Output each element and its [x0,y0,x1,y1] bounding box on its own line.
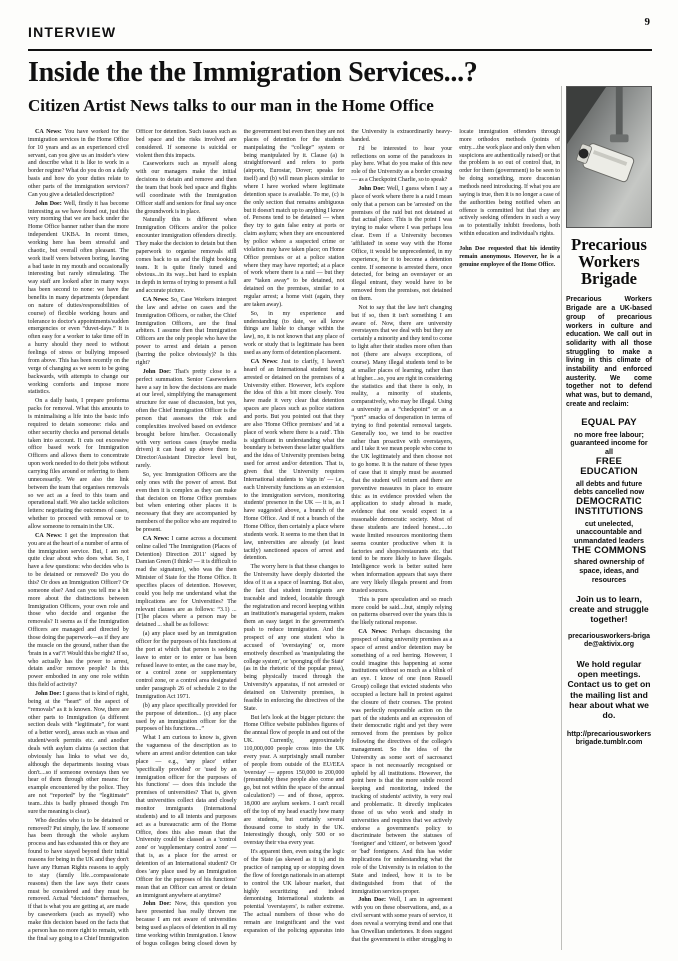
column-divider [561,86,562,950]
speaker-label: John Doe: [142,901,175,908]
article-paragraph: John Doe: Now, this question you have presented has really thrown me because I am not aware of universities being used as places of detention in all my time working within Immigration. I know of bogus colleges being closed down by the government but even then they are not places of detention for the students manipulating the “college” system or being manipulated by it. Clause (a) is straightforward and refers to ports (airports, Eurostar, Dover; speaks for itself) and (b) will mean places similar to where I have worked where legitimate detention space is available. To me, (c) is the only section that remains ambiguous but it doesn't match up to anything I know of. Persons tend to be detained — when they try to gain false entry at ports or claim asylum; when they are encountered by police where a suspected crime or violation may have taken place; on Home Office premises or at a police station where they may have reported; at a place of work where there is a raid — but they are “taken away” to be detained, not detained on the premises, similar to a regular arrest; a home visit (again, they are taken away). [135,129,345,947]
cctv-camera-photo [566,86,652,228]
article-paragraph: Not to say that the law isn't changing but if so, then it isn't something I am aware of. Now, there are university overstayers that we deal with but they are certainly a minority and they tend to come to light after their studies more often than not (there are always exceptions, of course). Many illegal students tend to be at smaller places of learning, rather than at higher....so, you are right in considering the statistics and that there is only, in reality, a minority of students, comparatively, who may be illegal. Using a university as a “checkpoint” or as a “port” smacks of desperation in terms of trying to find potential removal targets. Generally too, we tend to be reactive rather than proactive with overstayers, and I take it we mean people who come to the UK legitimately and then choose not to go home. It is the nature of these types of case that it simply must be assumed that the student will return and there are preventive measures in place to ensure this: as in evidence provided when the application to study abroad is made, evidence that one would expect in a reasonable democratic society. Most of these students are indeed honest......to waste limited resources monitoring them seems counter productive when it is factories and shops/restaurants etc. that tend to be more likely to have illegals. Intelligence work is better suited here when information appears that says there are very likely illegals present and from trusted sources. [351,304,453,594]
page-number: 9 [644,16,650,28]
article-footnote: John Doe requested that his identity remain anonymous. However, he is a genuine employee of the Home Office. [459,246,560,268]
sidebar-demands [566,418,652,584]
demand-text: cut unelected, unaccountable and unmandated leaders [574,518,644,546]
page-header [28,16,652,51]
speaker-label: John Doe: [142,368,175,375]
headline: Inside the the Immigration Services...? [28,57,478,88]
article-paragraph: This is pure speculation and so much more could be said....but, simply relying on patterns observed over the years this is the likely rational response. [351,596,453,627]
article-paragraph: John Doe: Well, firstly it has become interesting as we have found out, just this very morning that we are back under the Home Office banner rather than the more independent UKBA. In recent times, working here has been stressful and chaotic, but overall often pleasant. The work itself veers between boring, leaving a bad taste in my mouth and occasionally interesting but rarely stimulating. The way staff are looked after in many ways has been second to none: we have the benefits in many departments (dependant on nature of duties/responsibilities of course) of flexible working hours and tolerance to doctor's appointments/sudden emergencies or even “duvet-days.” It is often easy for a worker to take time off in a hurry should they need to without feelings of stress or bullying imposed from above. This has been recently on the verge of changing as we seem to be going backwards, with attempts to change our working comforts and impose more statistics. [28,200,129,396]
speaker-label: John Doe: [35,200,64,207]
article-paragraph: So, in my experience and understanding (to date, we all know things are liable to change within the law), no, it is not known that any place of work or study that is legitimate has been used as any form of detention placement. [243,310,345,357]
article-paragraph: CA News: I came across a document online called 'The Immigration (Places of Detention) Direction 2011' signed by Damian Green (I think? — it is difficult to read the signature), who was the then Minister of State for the Home Office. It specifies places of detention. However, could you help me understand what the implications are for Universities? The relevant clauses are as follows: “3.1) ... [T]he places where a person may be detained ... shall be as follows: [135,535,237,629]
article-paragraph: CA News: I get the impression that you are at the heart of a number of arms of the immigration service. But, I am not quite clear about who does what. So, I have a few questions: who decides who is to be detained or removed? Do you do this? Or does an Immigration Officer? Or someone else? And can you tell me a bit more about the distinctions between Immigration Officers, your own role and those who decide and organise the removals? It seems as if the Immigration Officers are managed and directed by those doing the paperwork—as if they are the muscle on the ground, rather than the 'brain in a vat'?! Would this be right? If so, who actually has the power to arrest, detain and/or remove people? Is this power embodied in any one role within this field of activity? [28,532,129,689]
demand-heading: FREE EDUCATION [580,456,638,478]
article-paragraph: (b) any place specifically provided for the purpose of detention... (c) any place used by an immigration officer for the purposes of his functions....” [135,702,237,733]
article-paragraph: It's apparent then, even using the logic of the State (as skewed as it is) and its practice of ramping up or stopping down the flow of foreign nationals in an attempt to control the UK labour market, that highly securitizing and indeed demonising International students as potential 'overstayers', is rather extreme. The actual numbers of those who do remain are insignificant and the vast expansion of the policing apparatus into the University is extraordinarily heavy-handed. [243,129,453,934]
article-paragraph: Caseworkers such as myself along with our managers make the initial decisions to detain and remove and then the team that book bed space and flights will coordinate with the Immigration Officer staff and seniors for final say once the groundwork is in place. [135,161,237,215]
sidebar-demand [566,546,652,585]
speaker-label: CA News: [142,297,171,304]
sidebar-advert [566,86,652,747]
article-paragraph: John Doe: Well, I am in agreement with you on these observations, and, as a civil servant with some years of service, it does reveal a worrying trend and one that has Orwellian undertones. It does suggest that the government is either struggling to locate immigration offenders through more orthodox methods (points of entry....the work place and only then when suspicions are authentically raised) or that the problem is so out of control that, in order for them (government) to be seen to be doing something, more draconian methods need introducing. If what you are saying is true, then it is no longer a case of the authorities being notified when an offence is committed but that they are actively seeking offenders in such a way as to potentially inhibit freedoms, both within education and individual's rights. [351,129,560,943]
article-paragraph: So, yes: Immigration Officers are the only ones with the power of arrest. But even then it is complex as they can make that decision on Home Office premises but when entering other places it is necessary that they are accompanied by members of the police who are required to be present. [135,471,237,533]
demand-heading: DEMOCRATIC INSTITUTIONS [574,496,644,518]
demand-heading: EQUAL PAY [581,417,637,429]
article-paragraph: But let's look at the bigger picture: the Home Office website publishes figures of the annual flow of people in and out of the UK. Currently, approximately 110,000,000 people cross into the UK every year. A surprisingly small number of people from outside of the EU/EEA 'overstay' — approx 150,000 to 200,000 (presumably these people also come and go, but not within the space of the annual calculation?) — and of those, approx. 18,000 are asylum seekers. I can't recall off the top of my head exactly how many are students, but certainly several thousand come to study in the UK. Interestingly though, only 500 or so overstay their visa every year. [243,714,345,847]
article-paragraph: (a) any place used by an immigration officer for the purposes of his functions at the port at which that person is seeking leave to enter or to enter or has been refused leave to enter, as the case may be, or a control zone or supplementary control zone, or a control area designated under paragraph 26 of schedule 2 to the Immigration Act 1971. [135,631,237,701]
article-paragraph: What I am curious to know is, given the vagueness of the description as to where an arrest and/or detention can take place — e.g., 'any place' either 'specifically provided' or 'used by an immigration officer for the purposes of his functions' — does this include the premises of universities? That is, given that universities collect data and closely monitor immigrants (International students) and to all intents and purposes act as a bureaucratic arm of the Home Office, does this also mean that the University could be classed as a 'control zone' or 'supplementary control zone' — that is, as a place for the arrest or detention of an International student? Or does 'any place used by an Immigration Officer for the purposes of his functions' mean that an Officer can arrest or detain an immigrant anywhere at anytime? [135,735,237,899]
sidebar-url: http://precariousworkersbrigade.tumblr.com [566,728,652,747]
sidebar-email: precariousworkers-brigade@aktivix.org [567,632,651,649]
article-paragraph: Who decides who is to be detained or removed? Put simply, the law. If someone has been through the whole asylum process and has exhausted this or they are found to have stayed beyond their initial reasons for being in the UK and they don't have any Human Rights reasons to apply to stay (family life...compassionate reasons) then the law says their cases must be considered and they must be removed. Actual “decisions” themselves, if that is what you are getting at, are made by caseworkers (such as myself) who make this decision based on the facts that a person has no more right to remain, with the final say going to a Chief Immigration Officer for detention. Such issues such as bed space and the risks involved are considered. If someone is suicidal or violent then this impacts. [28,129,237,942]
speaker-label: CA News: [142,535,172,542]
speaker-label: John Doe: [358,186,387,193]
sidebar-demand [566,418,652,457]
speaker-label: CA News: [250,358,282,365]
article-paragraph: The worry here is that these changes to the University have deeply distorted the idea of it as a space of learning. But also, the fact that student immigrants are traceable and indeed, locatable through the registration and record keeping within an institution's managerial system, makes them an easy target in the government's push to reduce immigration. And the prospect of any one student who is accused of 'overstaying' or, more emotively described as 'manipulating the college system', or 'sponging off the State' (as in the rhetoric of the popular press), being physically traced through the University's apparatus, if not arrested or detained on University premises, is feasible in enforcing the directives of the State. [243,564,345,712]
article-paragraph: CA News: You have worked for the immigration services in the Home Office for 10 years and as an experienced civil servant, can you give us an insider's view and describe what it is like to work in a border regime? What do you do on a daily basis and how do your duties relate to other parts of the immigration services? Can you give a detailed description? [28,129,129,198]
article-paragraph: Naturally this is different when Immigration Officers and/or the police encounter immigration offenders directly. They make the decision to detain but then paperwork to organise removals still comes back to us and the flight booking team. It is quite finely tuned and obvious...in its way...but hard to explain in depth in terms of trying to present a full and accurate picture. [135,217,237,295]
article-columns [28,129,560,949]
sidebar-demand [566,497,652,546]
speaker-label: CA News: [358,629,392,636]
demand-text: all debts and future debts cancelled now [573,478,645,497]
sidebar-join-line: Join us to learn, create and struggle together! [569,593,649,624]
speaker-label: John Doe: [35,691,63,698]
article-paragraph: CA News: So, Case Workers interpret the law and advise on cases and the Immigration Officers, or rather, the Chief Immigration Officers, are the final arbiters. I assume then that Immigration Officers are the only people who have the power to arrest and detain a person (barring the police obviously)? Is this right? [135,297,237,366]
cctv-camera-illustration [567,87,651,227]
sidebar-title: Precarious Workers Brigade [571,235,647,288]
demand-text: no more free labour; guaranteed income for all [570,429,648,457]
demand-heading: THE COMMONS [571,544,647,556]
article-paragraph: CA News: Perhaps discussing the prospect of using university premises as a space of arrest and/or detention may be something of a red herring. However, I could imagine this happening at some institutions without so much as a blink of an eye. I know of one (non Russell Group) college that evicted students who occupied a lecture hall in protest against the closure of their courses. The protest was perfectly responsible action on the part of the students and an expression of their democratic right and yet they were removed from the premises by police following the directives of the college's management. So the idea of the University as some sort of sacrosanct space is not necessarily recognised or upheld by all institutions. However, the point here is that the more subtle record keeping and monitoring, indeed the tracking of students' activity, is very real and problematic. It directly implicates those of us who work and study in universities and requires that we actively endorse a government's policy to discriminate between the statuses of 'foreigner' and 'citizen', or between 'good' or 'bad' foreigners. And this has wider implications for understanding what the role of the University is in relation to the State and indeed, how it is to be distinguished from that of the immigration services proper. [351,629,453,895]
article-paragraph: CA News: Just to clarify, I haven't heard of an International student being arrested or detained on the premises of a University either. However, let's explore the idea of this a bit more closely. You have made it very clear that detention spaces are places such as police stations and ports. But you pointed out that they are also 'Home Office premises' and 'at a place of work where there is a raid'. This is significant in understanding what the boundary is between these latter qualifiers and the idea of University premises being used for arrest and/or detention. That is, given that the University requires International students to 'sign in' — i.e., each University functions as an extension to the immigration services, monitoring students' presence in the UK — it is, as I have suggested above, a branch of the Home Office. And if not a branch of the Home Office, then certainly a place where students work. It seems to me then that in law, universities are already (at least tacitly) sanctioned spaces of arrest and detention. [243,358,345,562]
article-paragraph: On a daily basis, I prepare proforma packs for removal. What this amounts to is minimalising a life into the basic info required to detain someone: risks and other security checks and personal details taken into account. It cuts out excessive office based work for Immigration Officers and allows them to concentrate upon work needed to do their jobs without carrying files around or referring to them unnecessarily. We are also the link between the team that organises removals so we act as a feed to this team and operational staff. We also tackle solicitors letters: negotiating the outcomes of cases, whether to proceed with removal or to allow someone to remain in the UK. [28,398,129,530]
speaker-label: John Doe: [358,897,389,904]
subheadline: Citizen Artist News talks to our man in the Home Office [28,96,434,115]
section-label: INTERVIEW [28,24,117,40]
speaker-label: CA News: [35,129,65,135]
demand-text: shared ownership of space, ideas, and resources [573,557,645,584]
sidebar-meetings-note: We hold regular open meetings. Contact us to get on the mailing list and hear about what we do. [567,658,651,721]
article-paragraph: John Doe: I guess that is kind of right, being at the “heart” of the aspect of “removals” as it is known. Now, there are other parts to Immigration (a different section deals with “legitimate”, for want of a better word), areas such as visas and student/work permits etc. and another deals with asylum claims (a section that obviously has links to what we do, although the departments issuing visas don't....so if someone overstays then we hear of them through other means: for example encountered by the police. They are not “reported” by the “legitimate” team...this is badly phrased though I'm sure the meaning is clear). [28,691,129,815]
article-paragraph: John Doe: Well, I guess when I say a place of work where there is a raid I mean only that a person can be 'arrested' on the premises of the raid but not detained at that actual place. This is the point I was trying to make where I was perhaps less clear. Even if a University becomes 'affiliated' in some way with the Home Office, it would be unprecedented, in my experience, for it to become a detention centre. If someone is arrested there, once detected, for being an overstayer or an illegal entrant, they would have to be removed from the premises, not detained on them. [351,186,453,303]
speaker-label: CA News: [35,532,65,539]
article-paragraph: I'd be interested to hear your reflections on some of the paradoxes in play here. What do you make of this new role of the University as a border crossing — as a Checkpoint Charlie, so to speak? [351,145,453,184]
sidebar-demand [566,457,652,497]
sidebar-intro: Precarious Workers Brigade are a UK-based group of precarious workers in culture and education. We call out in solidarity with all those struggling to make a living in this climate of instability and enforced austerity. We come together not to defend what was, but to demand, create and reclaim: [566,296,652,408]
article-paragraph: John Doe: That's pretty close to a perfect summation. Senior Caseworkers have a say in how the decisions are made at our level, simplifying the management structure for ease of discussion, but yes, often the Chief Immigration Officer is the person that assesses the risk and complexities involved based on evidence brought before him/her. Occasionally with very serious cases (maybe media driven) it can head up above them to Director/Assistant Director level but, rarely. [135,368,237,470]
